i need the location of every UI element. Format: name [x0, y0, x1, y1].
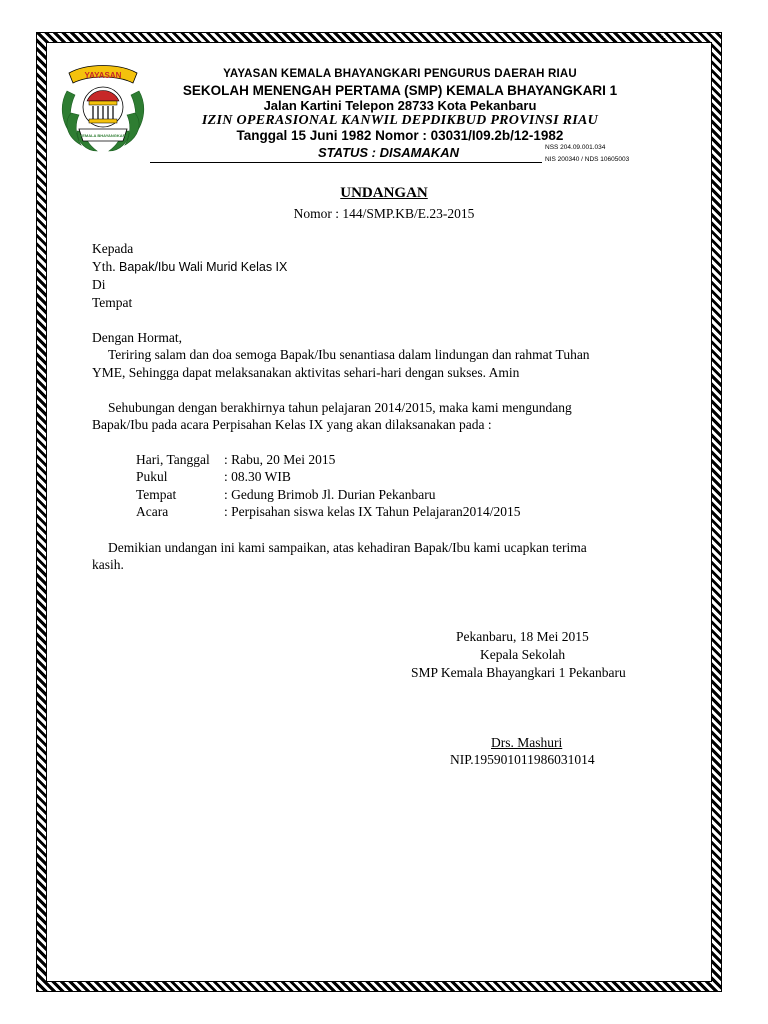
signatory-name: Drs. Mashuri — [491, 735, 563, 750]
paragraph-1-line-1: Teriring salam dan doa semoga Bapak/Ibu senantiasa dalam lindungan dan rahmat Tuhan — [108, 347, 590, 362]
detail-label-time: Pukul — [136, 469, 168, 484]
detail-value-event: : Perpisahan siswa kelas IX Tahun Pelajaran2014/2015 — [224, 504, 521, 519]
recipient-line — [92, 258, 287, 276]
paragraph-1-line-2: YME, Sehingga dapat melaksanakan aktivitas sehari-hari dengan sukses. Amin — [92, 365, 520, 380]
detail-value-date: : Rabu, 20 Mei 2015 — [224, 452, 336, 467]
permit-date: Tanggal 15 Juni 1982 Nomor : 03031/I09.2b/12-1982 — [236, 128, 564, 143]
paragraph-2-line-2: Bapak/Ibu pada acara Perpisahan Kelas IX yang akan dilaksanakan pada : — [92, 417, 492, 432]
header-divider — [150, 162, 542, 163]
recipient-yth: Yth. — [92, 259, 116, 274]
school-name: SEKOLAH MENENGAH PERTAMA (SMP) KEMALA BHAYANGKARI 1 — [182, 83, 618, 98]
recipient-di: Di — [92, 277, 106, 292]
letter-title: UNDANGAN — [340, 185, 428, 201]
nss-number: NSS 204.09.001.034 — [545, 144, 606, 151]
letter-number: Nomor : 144/SMP.KB/E.23-2015 — [293, 206, 475, 221]
greeting: Dengan Hormat, — [92, 330, 182, 345]
school-address: Jalan Kartini Telepon 28733 Kota Pekanbaru — [263, 98, 537, 113]
closing-line-1: Demikian undangan ini kami sampaikan, atas kehadiran Bapak/Ibu kami ucapkan terima — [108, 540, 587, 555]
signatory-nip: NIP.195901011986031014 — [450, 752, 595, 767]
signature-institution: SMP Kemala Bhayangkari 1 Pekanbaru — [411, 665, 626, 680]
recipient-place: Tempat — [92, 295, 133, 310]
detail-label-event: Acara — [136, 504, 169, 519]
detail-label-venue: Tempat — [136, 487, 177, 502]
recipient-to: Kepada — [92, 241, 134, 256]
operational-permit: IZIN OPERASIONAL KANWIL DEPDIKBUD PROVINSI RIAU — [201, 113, 599, 128]
school-logo — [57, 57, 149, 155]
recipient-name: Bapak/Ibu Wali Murid Kelas IX — [119, 260, 288, 274]
logo-top-text: YAYASAN — [84, 71, 122, 80]
accreditation-status: STATUS : DISAMAKAN — [318, 145, 460, 160]
nis-number: NIS 200340 / NDS 10605003 — [545, 156, 630, 163]
detail-label-date: Hari, Tanggal — [136, 452, 210, 467]
logo-bottom-text: KEMALA BHAYANGKARI — [79, 133, 127, 138]
closing-line-2: kasih. — [92, 557, 124, 572]
signature-position: Kepala Sekolah — [480, 647, 566, 662]
paragraph-2-line-1: Sehubungan dengan berakhirnya tahun pelajaran 2014/2015, maka kami mengundang — [108, 400, 572, 415]
signature-place-date: Pekanbaru, 18 Mei 2015 — [456, 629, 589, 644]
detail-value-time: : 08.30 WIB — [224, 469, 291, 484]
detail-value-venue: : Gedung Brimob Jl. Durian Pekanbaru — [224, 487, 436, 502]
foundation-name: YAYASAN KEMALA BHAYANGKARI PENGURUS DAERAH RIAU — [223, 68, 577, 80]
